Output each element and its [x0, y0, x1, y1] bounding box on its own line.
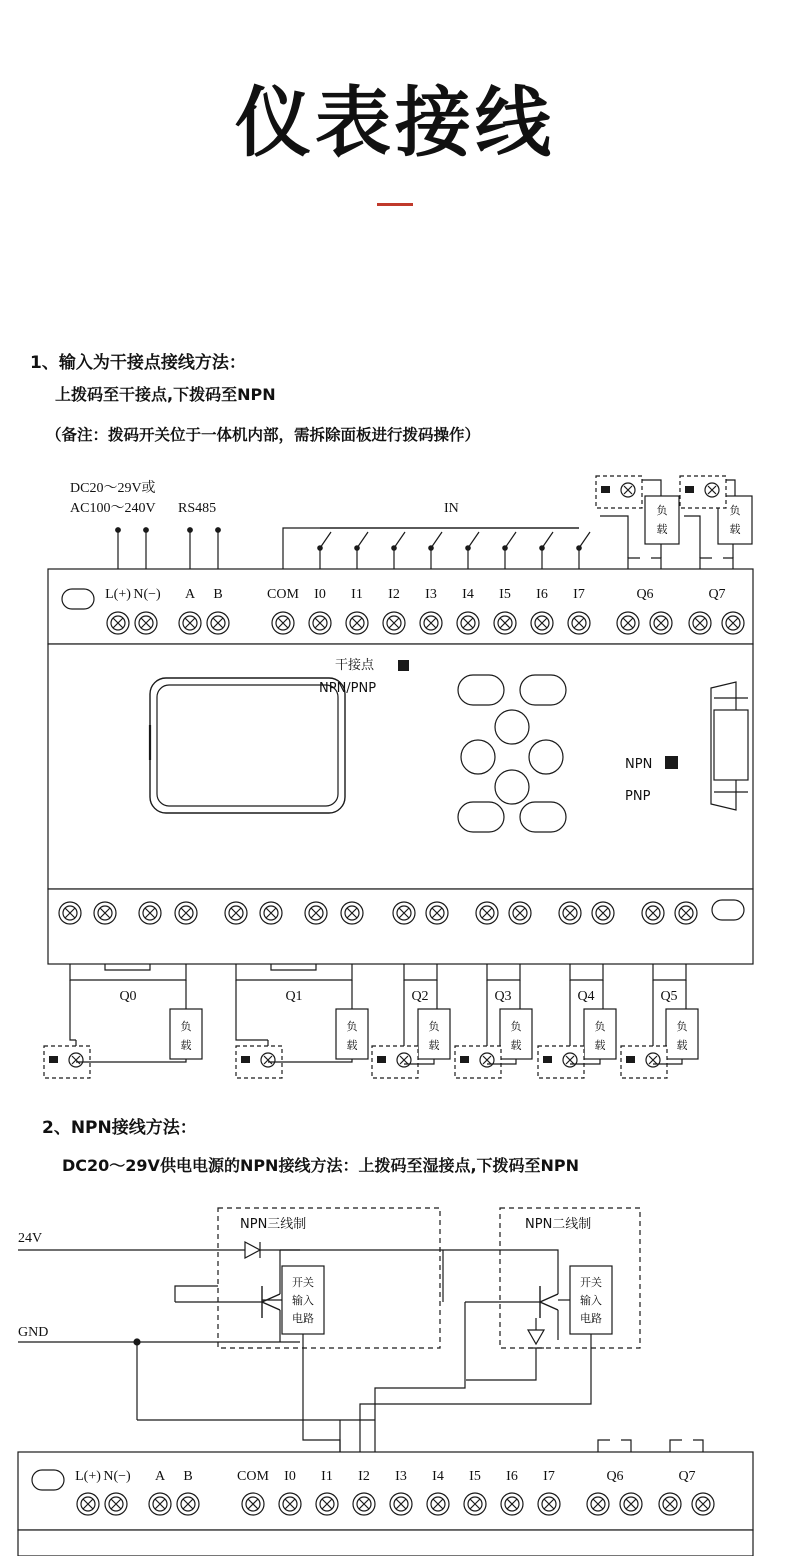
switchbox-left-line2: 输入 [292, 1294, 314, 1307]
label-in: IN [444, 501, 459, 516]
load-label-q6-1: 负载 [656, 504, 668, 536]
label-rs485: RS485 [178, 501, 217, 516]
t2-label-i4: I4 [432, 1469, 444, 1484]
terminal-label-a: A [184, 587, 196, 602]
dip-label-npn-pnp: NPN/PNP [319, 681, 377, 696]
terminal-label-l: L(+) [105, 587, 131, 602]
load-label-q0: 负载 [180, 1020, 192, 1052]
terminal-label-i2: I2 [388, 587, 400, 602]
t2-label-a: A [154, 1469, 166, 1484]
terminal-label-i0: I0 [314, 587, 326, 602]
wiring-diagram-dry-contact [0, 470, 790, 1100]
t2-label-l: L(+) [75, 1469, 101, 1484]
t2-label-com: COM [237, 1469, 269, 1484]
dip-label-dry-contact: 干接点 [335, 658, 375, 673]
output-label-q2: Q2 [411, 989, 429, 1004]
switchbox-left-line1: 开关 [292, 1276, 314, 1289]
output-label-q4: Q4 [577, 989, 595, 1004]
switchbox-right-line2: 输入 [580, 1294, 602, 1307]
terminal-label-q7: Q7 [708, 587, 726, 602]
label-24v: 24V [18, 1231, 43, 1246]
switchbox-right-line3: 电路 [580, 1312, 602, 1325]
t2-label-q7: Q7 [678, 1469, 696, 1484]
label-power-ac: AC100～240V [70, 501, 156, 516]
switchbox-right-line1: 开关 [580, 1276, 602, 1289]
output-label-q5: Q5 [660, 989, 678, 1004]
wiring-diagram-npn [0, 1190, 790, 1556]
terminal-label-i7: I7 [573, 587, 585, 602]
dip-label-npn: NPN [625, 757, 653, 772]
load-label-q5: 负载 [676, 1020, 688, 1052]
section1-heading: 1、输入为干接点接线方法： [30, 353, 246, 373]
output-label-q1: Q1 [285, 989, 303, 1004]
load-label-q7-1: 负载 [729, 504, 741, 536]
label-npn-2wire: NPN二线制 [525, 1217, 592, 1232]
load-label-q2: 负载 [428, 1020, 440, 1052]
label-gnd: GND [18, 1325, 49, 1340]
output-label-q0: Q0 [119, 989, 137, 1004]
terminal-label-com: COM [267, 587, 299, 602]
load-label-q4: 负载 [594, 1020, 606, 1052]
section1-line2: 上拨码至干接点,下拨码至NPN [55, 385, 276, 404]
t2-label-i6: I6 [506, 1469, 518, 1484]
section1-line3: （备注：拨码开关位于一体机内部，需拆除面板进行拨码操作） [46, 426, 481, 444]
t2-label-i2: I2 [358, 1469, 370, 1484]
t2-label-b: B [183, 1469, 193, 1484]
terminal-label-i5: I5 [499, 587, 511, 602]
page-title: 仪表接线 [235, 78, 555, 167]
load-label-q1: 负载 [346, 1020, 358, 1052]
t2-label-i5: I5 [469, 1469, 481, 1484]
section2-heading: 2、NPN接线方法： [42, 1118, 197, 1138]
section2-line2: DC20～29V供电电源的NPN接线方法：上拨码至湿接点,下拨码至NPN [62, 1156, 580, 1175]
t2-label-n: N(−) [103, 1469, 131, 1484]
t2-label-i3: I3 [395, 1469, 407, 1484]
dip-label-pnp: PNP [625, 789, 651, 804]
switchbox-left-line3: 电路 [292, 1312, 314, 1325]
terminal-label-q6: Q6 [636, 587, 654, 602]
output-label-q3: Q3 [494, 989, 512, 1004]
load-label-q3: 负载 [510, 1020, 522, 1052]
terminal-label-i6: I6 [536, 587, 548, 602]
label-npn-3wire: NPN三线制 [240, 1217, 307, 1232]
title-divider [377, 203, 413, 206]
terminal-label-n: N(−) [133, 587, 161, 602]
t2-label-i0: I0 [284, 1469, 296, 1484]
t2-label-q6: Q6 [606, 1469, 624, 1484]
t2-label-i7: I7 [543, 1469, 555, 1484]
terminal-label-i1: I1 [351, 587, 363, 602]
label-power-dc: DC20～29V或 [70, 481, 156, 496]
terminal-label-i3: I3 [425, 587, 437, 602]
terminal-label-i4: I4 [462, 587, 474, 602]
terminal-label-b: B [213, 587, 223, 602]
t2-label-i1: I1 [321, 1469, 333, 1484]
